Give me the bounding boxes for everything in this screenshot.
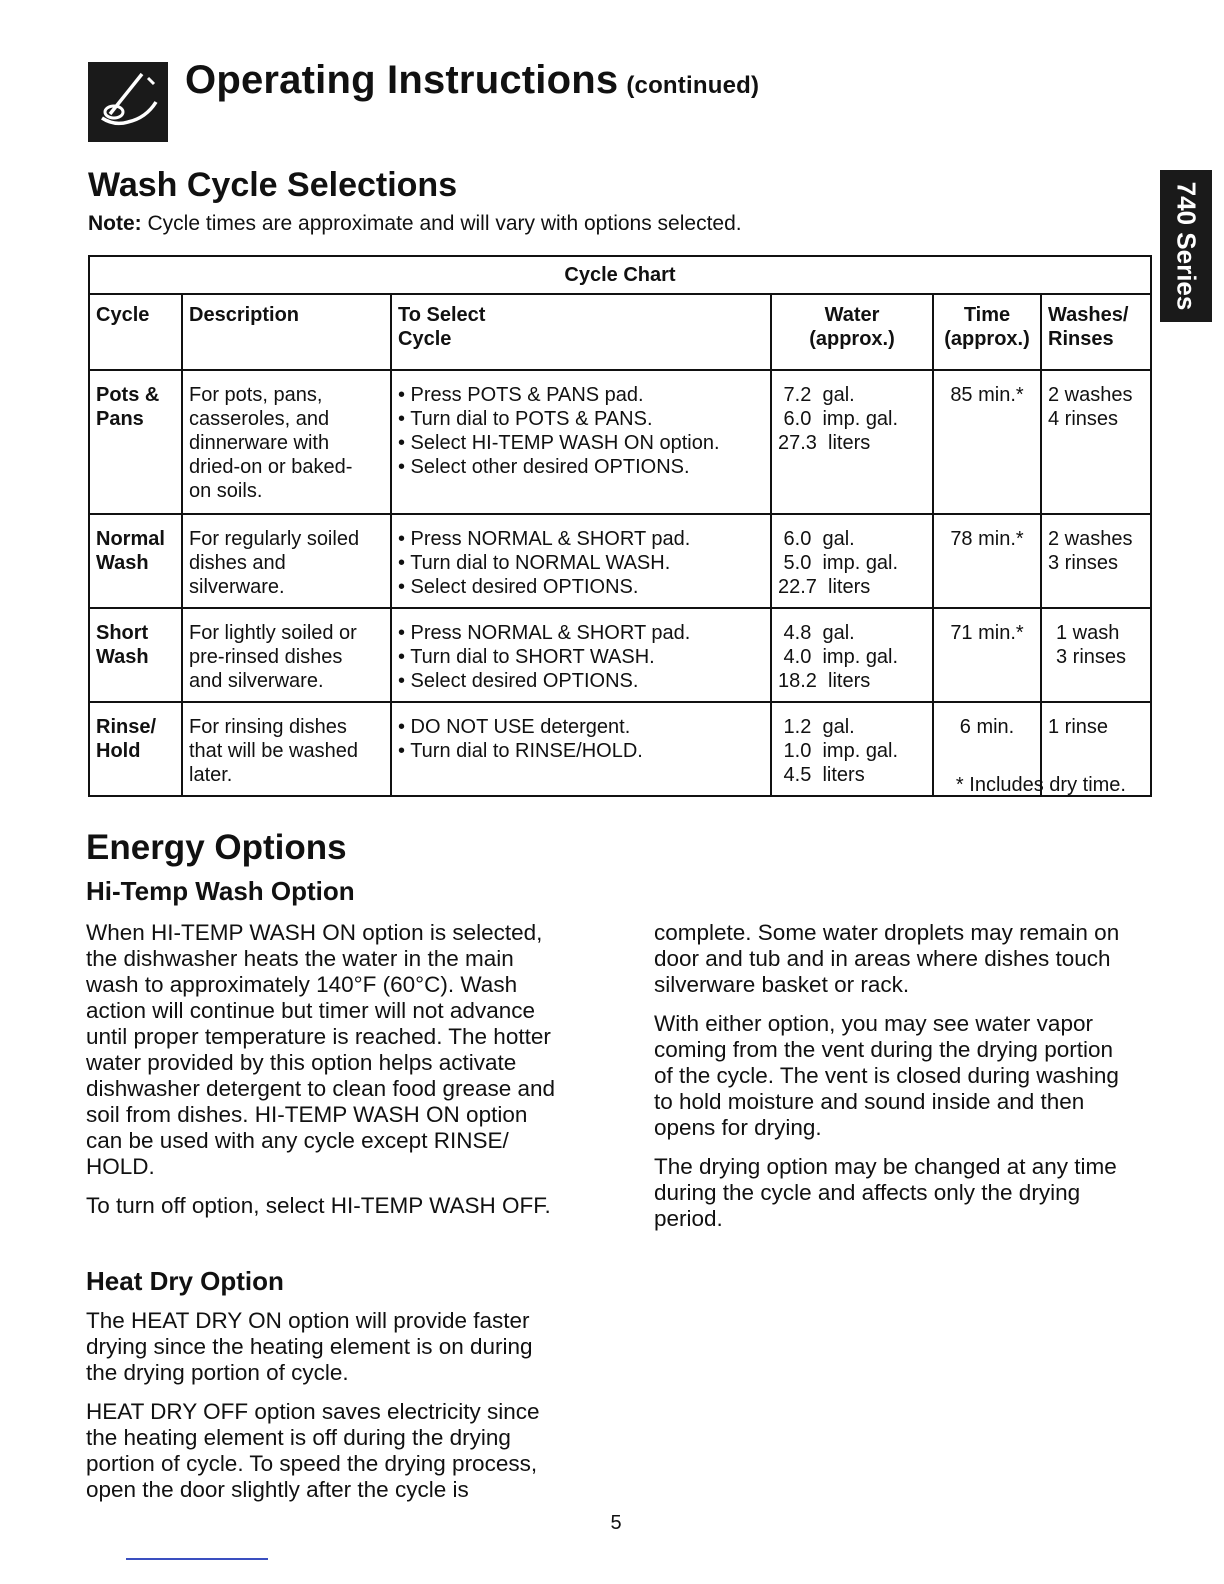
- description-cell: For rinsing dishes that will be washed later.: [182, 702, 391, 796]
- dry-time-footnote: * Includes dry time.: [955, 774, 1126, 796]
- column-header-to-select: To Select Cycle: [391, 294, 771, 370]
- page-title-suffix: (continued): [626, 72, 760, 99]
- dishwasher-instructions-icon: [88, 62, 168, 142]
- to-select-cell: • DO NOT USE detergent. • Turn dial to RINSE/HOLD.: [391, 702, 771, 796]
- time-cell: 71 min.*: [933, 608, 1041, 702]
- water-cell: 6.0 gal. 5.0 imp. gal. 22.7 liters: [771, 514, 933, 608]
- washes-cell: 2 washes 3 rinses: [1041, 514, 1151, 608]
- paragraph: The HEAT DRY ON option will provide faster drying since the heating element is on during the drying portion of cycle.: [86, 1308, 533, 1385]
- description-cell: For lightly soiled or pre-rinsed dishes and silverware.: [182, 608, 391, 702]
- to-select-cell: • Press NORMAL & SHORT pad. • Turn dial to SHORT WASH. • Select desired OPTIONS.: [391, 608, 771, 702]
- to-select-cell: • Press POTS & PANS pad. • Turn dial to POTS & PANS. • Select HI-TEMP WASH ON option. • Select other desired OPTIONS.: [391, 370, 771, 514]
- cycle-cell: Pots & Pans: [89, 370, 182, 514]
- right-column-text: [654, 920, 1174, 1245]
- time-cell: 6 min.: [933, 702, 1041, 796]
- description-cell: For pots, pans, casseroles, and dinnerware with dried-on or baked- on soils.: [182, 370, 391, 514]
- table-header-row: [89, 294, 1151, 370]
- cycle-cell: Rinse/ Hold: [89, 702, 182, 796]
- water-cell: 1.2 gal. 1.0 imp. gal. 4.5 liters: [771, 702, 933, 796]
- cycle-cell: Normal Wash: [89, 514, 182, 608]
- page-title: [185, 58, 759, 103]
- water-cell: 7.2 gal. 6.0 imp. gal. 27.3 liters: [771, 370, 933, 514]
- description-cell: For regularly soiled dishes and silverware.: [182, 514, 391, 608]
- table-row: [89, 370, 1151, 514]
- paragraph: HEAT DRY OFF option saves electricity since the heating element is off during the drying portion of cycle. To speed the drying process, open the door slightly after the cycle is: [86, 1399, 540, 1502]
- cycle-note-label: Note:: [88, 212, 142, 235]
- hi-temp-wash-text: [86, 920, 606, 1232]
- washes-cell: 1 rinse: [1041, 702, 1151, 796]
- to-select-cell: • Press NORMAL & SHORT pad. • Turn dial to NORMAL WASH. • Select desired OPTIONS.: [391, 514, 771, 608]
- cycle-note-text: Cycle times are approximate and will vary with options selected.: [147, 212, 742, 235]
- column-header-description: Description: [182, 294, 391, 370]
- series-side-tab-label: 740 Series: [1171, 181, 1202, 311]
- series-side-tab: [1160, 170, 1212, 322]
- column-header-time: Time (approx.): [933, 294, 1041, 370]
- cycle-chart-table: [88, 255, 1152, 797]
- table-row: [89, 608, 1151, 702]
- washes-cell: 2 washes 4 rinses: [1041, 370, 1151, 514]
- cycle-chart-title: Cycle Chart: [89, 256, 1151, 294]
- energy-options-title: Energy Options: [86, 828, 347, 867]
- paragraph: With either option, you may see water vapor coming from the vent during the drying portion of the cycle. The vent is closed during washing to hold moisture and sound inside and then opens for drying.: [654, 1011, 1119, 1140]
- section-title: Wash Cycle Selections: [88, 166, 458, 204]
- table-row: [89, 514, 1151, 608]
- heat-dry-text: [86, 1308, 606, 1516]
- column-header-water: Water (approx.): [771, 294, 933, 370]
- cycle-note: [88, 212, 742, 236]
- column-header-cycle: Cycle: [89, 294, 182, 370]
- bottom-rule: [126, 1558, 268, 1560]
- paragraph: complete. Some water droplets may remain on door and tub and in areas where dishes touch silverware basket or rack.: [654, 920, 1120, 997]
- hi-temp-wash-heading: Hi-Temp Wash Option: [86, 876, 355, 906]
- paragraph: To turn off option, select HI-TEMP WASH OFF.: [86, 1193, 551, 1218]
- page-title-text: Operating Instructions: [185, 58, 619, 102]
- paragraph: The drying option may be changed at any time during the cycle and affects only the drying period.: [654, 1154, 1117, 1231]
- water-cell: 4.8 gal. 4.0 imp. gal. 18.2 liters: [771, 608, 933, 702]
- paragraph: When HI-TEMP WASH ON option is selected, the dishwasher heats the water in the main wash to approximately 140°F (60°C). Wash action will continue but timer will not advance until proper temperature is reached. The hotter water provided by this option helps activate dishwasher detergent to clean food grease and soil from dishes. HI-TEMP WASH ON option can be used with any cycle except RINSE/ HOLD.: [86, 920, 556, 1179]
- time-cell: 85 min.*: [933, 370, 1041, 514]
- heat-dry-heading: Heat Dry Option: [86, 1266, 284, 1296]
- page-number: 5: [610, 1512, 622, 1534]
- column-header-washes: Washes/ Rinses: [1041, 294, 1151, 370]
- time-cell: 78 min.*: [933, 514, 1041, 608]
- washes-cell: 1 wash 3 rinses: [1041, 608, 1151, 702]
- cycle-cell: Short Wash: [89, 608, 182, 702]
